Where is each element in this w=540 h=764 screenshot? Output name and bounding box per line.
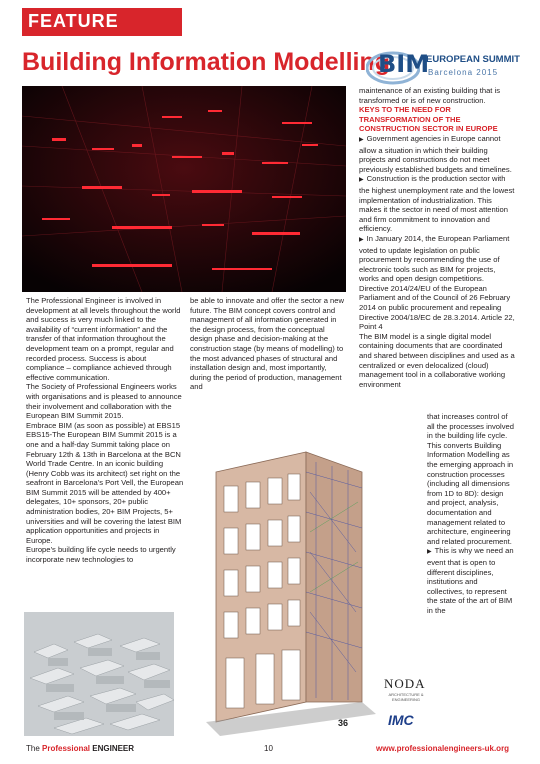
bullet-paragraph: ▶ This is why we need an event that is open to different disciplines, institutions and collectives, to represent the state of the art of BIM in the bbox=[427, 546, 515, 615]
building-bim-model-image bbox=[186, 432, 382, 736]
noda-logo-text: NODA bbox=[384, 676, 426, 691]
section-heading: KEYS TO THE NEED FOR TRANSFORMATION OF THE CONSTRUCTION SECTOR IN EUROPE bbox=[359, 105, 498, 134]
footer-brand: Professional bbox=[42, 744, 91, 753]
paragraph: Europe’s building life cycle needs to urgently incorporate new technologies to bbox=[26, 545, 176, 565]
bullet-paragraph: ▶ Construction is the production sector with the highest unemployment rate and the lowest implementation of industrialization. This makes it the sector in need of most attention and firm commitment to innovation and efficiency. bbox=[359, 174, 515, 234]
paragraph: Embrace BIM (as soon as possible) at EBS15 bbox=[26, 420, 181, 430]
bim-logo-mark: BIM bbox=[378, 50, 430, 78]
paragraph: The Society of Professional Engineers works with organisations and is pleased to announce their involvement and collaboration with the European BIM Summit 2015. bbox=[26, 382, 182, 421]
noda-logo bbox=[384, 676, 426, 706]
article-column-1 bbox=[26, 296, 184, 565]
article-column-3-narrow bbox=[427, 412, 515, 615]
paragraph: be able to innovate and offer the sector a new future. The BIM concept covers control and management of all information generated in the design process, from the conceptual design phase and decision-making at the construction stage (by means of modelling) to the most advanced phases of structural and installation design and, most importantly, during the period of production, management and bbox=[190, 296, 344, 392]
footer-website-link[interactable]: www.professionalengineers-uk.org bbox=[376, 744, 510, 753]
footer-suffix: ENGINEER bbox=[90, 744, 135, 753]
european-bim-summit-logo bbox=[366, 44, 520, 88]
summit-logo-subtitle: Barcelona 2015 bbox=[428, 68, 499, 77]
article-headline: Building Information Modelling bbox=[22, 48, 391, 76]
article-column-3 bbox=[359, 86, 515, 389]
city-model-image bbox=[24, 612, 174, 736]
section-tag: FEATURE bbox=[22, 8, 182, 36]
summit-logo-title: EUROPEAN SUMMIT bbox=[426, 54, 520, 65]
city-model-illustration bbox=[24, 612, 174, 736]
footer-prefix: The bbox=[26, 744, 43, 753]
noda-logo-subtitle: ARCHITECTURE & ENGINEERING bbox=[388, 692, 424, 702]
paragraph: The BIM model is a single digital model containing documents that are coordinated and shared between disciplines and used as a centralized or even delocalized (cloud) management tool in a collaborative working environment bbox=[359, 331, 515, 389]
paragraph: that increases control of all the processes involved in the building life cycle. This converts Building Information Modelling as the emerging approach in construction processes (including all dimensions from 1D to 8D): design and project, analysis, documentation and management related to architecture, engineering and related procurement. bbox=[427, 412, 514, 546]
footer-publication-name bbox=[26, 744, 134, 753]
hero-image-red-light-grid bbox=[22, 86, 346, 292]
article-column-2 bbox=[190, 296, 346, 392]
paragraph: EBS15-The European BIM Summit 2015 is a one and a half-day Summit taking place on February 12th & 13th in Barcelona at the BCN World Trade Centre. In an iconic building (Henry Cobb was its architect) set right on the seafront in Barcelona's Port Vell, the European BIM Summit 2015 will be attended by 400+ delegates, 10+ sponsors, 20+ public administration bodies, 20+ BIM Projects, 5+ universities and will be covering the latest BIM application opportunities and projects in Europe. bbox=[26, 430, 184, 545]
imc-logo: IMC bbox=[388, 712, 414, 728]
bullet-paragraph: ▶ In January 2014, the European Parliament voted to update legislation on public procurement by recommending the use of electronic tools such as BIM for projects, works and open design competitions. bbox=[359, 234, 515, 284]
building-illustration bbox=[186, 432, 382, 736]
paragraph: maintenance of an existing building that is transformed or is of new construction. bbox=[359, 86, 500, 105]
paragraph: Directive 2014/24/EU of the European Parliament and of the Council of 26 February 2014 on public procurement and repealing Directive 2004/18/EC de 28.3.2014. Article 22, Point 4 bbox=[359, 283, 515, 332]
page-number: 10 bbox=[264, 744, 273, 753]
bullet-paragraph: ▶ Government agencies in Europe cannot allow a situation in which their building projects and constructions do not meet previously established budgets and timelines. bbox=[359, 134, 515, 174]
hero-illustration bbox=[22, 86, 346, 292]
paragraph: The Professional Engineer is involved in development at all levels throughout the world and success is very much linked to the availability of “current information” and the transfer of that information throughout the development team on a prompt, regular and recorded process. Success is about compliance – compliance achieved through effective communication. bbox=[26, 296, 181, 382]
image-figure-label: 36 bbox=[338, 718, 349, 728]
